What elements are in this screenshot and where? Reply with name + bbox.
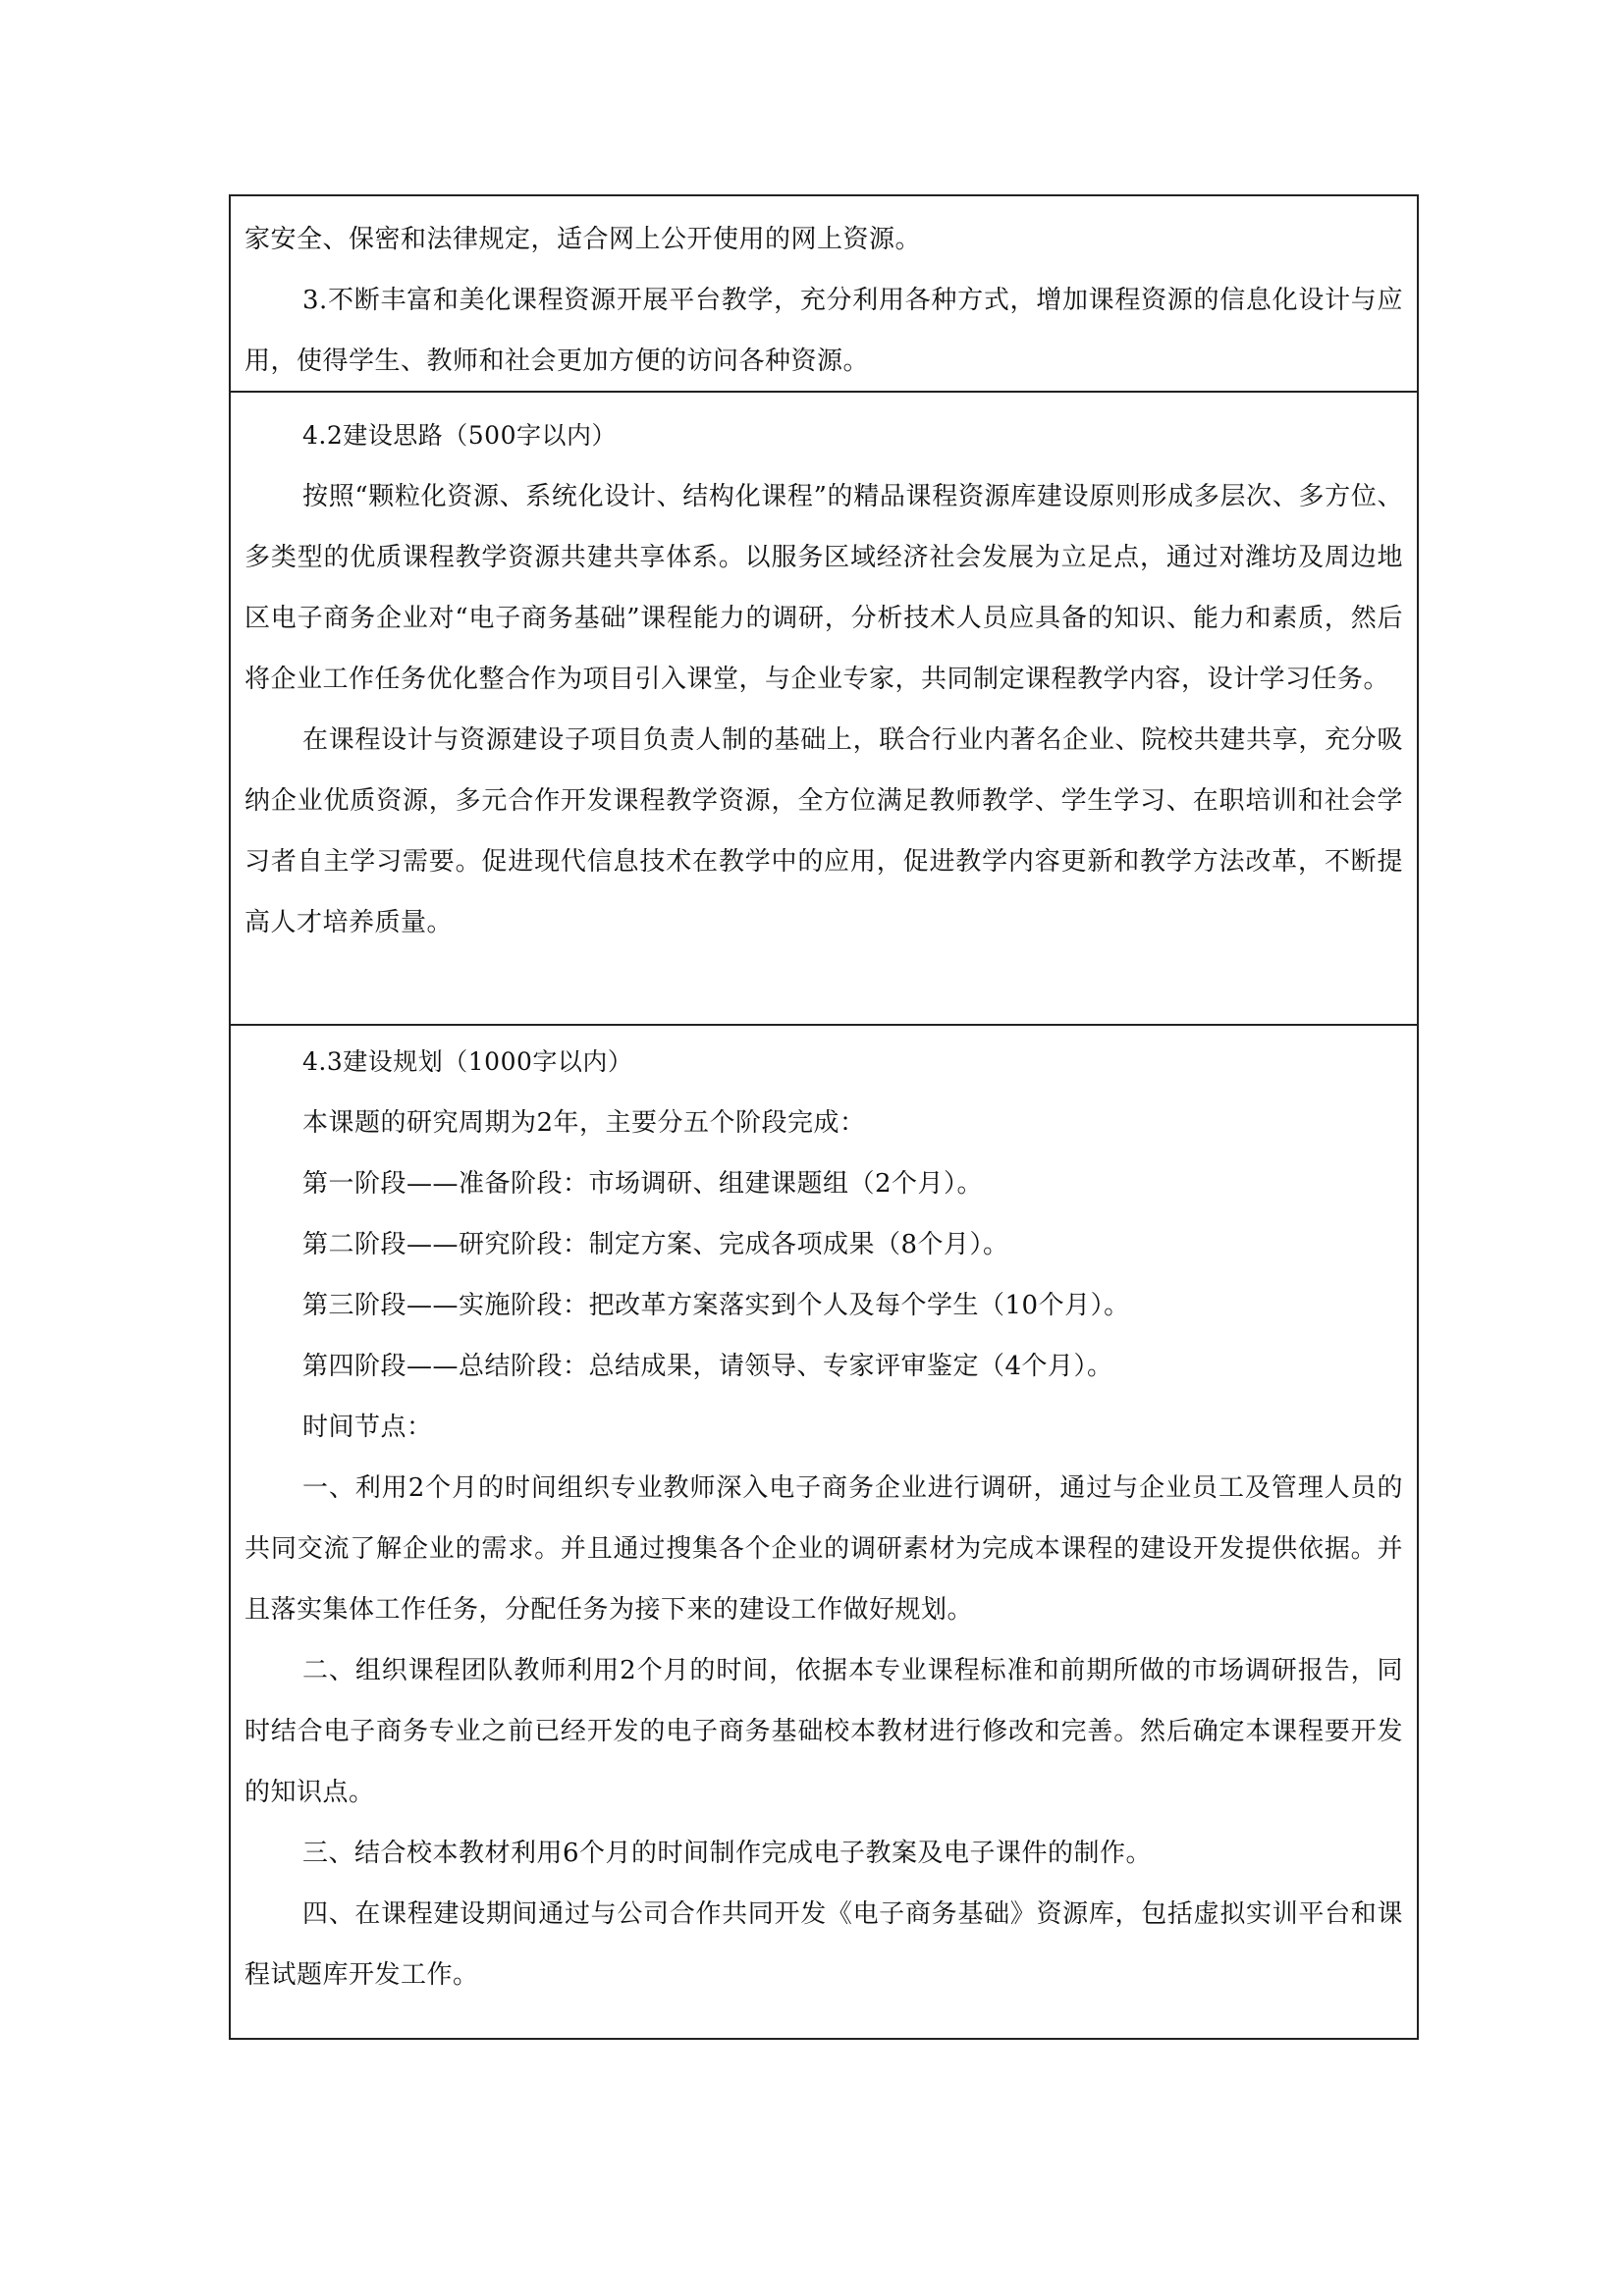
form-table [229, 194, 1419, 2040]
phase-item: 第四阶段——总结阶段：总结成果，请领导、专家评审鉴定（4个月）。 [302, 1352, 1113, 1381]
timeline-item: 四、在课程建设期间通过与公司合作共同开发《电子商务基础》资源库，包括虚拟实训平台和课程试题库开发工作。 [244, 1899, 1403, 1990]
phase-item: 第一阶段——准备阶段：市场调研、组建课题组（2个月）。 [302, 1169, 984, 1199]
timeline-item: 一、利用2个月的时间组织专业教师深入电子商务企业进行调研，通过与企业员工及管理人员的共同交流了解企业的需求。并且通过搜集各个企业的调研素材为完成本课程的建设开发提供依据。并且落实集体工作任务，分配任务为接下来的建设工作做好规划。 [244, 1473, 1403, 1625]
section-4-3-cell [231, 1026, 1417, 2038]
section-4-3-heading: 4.3建设规划（1000字以内） [302, 1047, 633, 1076]
section-4-2-cell [231, 393, 1417, 1026]
section-4-2-paragraph: 按照“颗粒化资源、系统化设计、结构化课程”的精品课程资源库建设原则形成多层次、多方位、多类型的优质课程教学资源共建共享体系。以服务区域经济社会发展为立足点，通过对潍坊及周边地区电子商务企业对“电子商务基础”课程能力的调研，分析技术人员应具备的知识、能力和素质，然后将企业工作任务优化整合作为项目引入课堂，与企业专家，共同制定课程教学内容，设计学习任务。 [244, 482, 1403, 694]
timeline-label: 时间节点： [302, 1413, 433, 1442]
section-4-2-paragraph: 在课程设计与资源建设子项目负责人制的基础上，联合行业内著名企业、院校共建共享，充分吸纳企业优质资源，多元合作开发课程教学资源，全方位满足教师教学、学生学习、在职培训和社会学习者自主学习需要。促进现代信息技术在教学中的应用，促进教学内容更新和教学方法改革，不断提高人才培养质量。 [244, 725, 1403, 937]
phase-item: 第二阶段——研究阶段：制定方案、完成各项成果（8个月）。 [302, 1230, 1009, 1259]
phase-item: 第三阶段——实施阶段：把改革方案落实到个人及每个学生（10个月）。 [302, 1291, 1130, 1320]
timeline-item: 三、结合校本教材利用6个月的时间制作完成电子教案及电子课件的制作。 [302, 1839, 1153, 1868]
item-3-text: 3.不断丰富和美化课程资源开展平台教学，充分利用各种方式，增加课程资源的信息化设计与应用，使得学生、教师和社会更加方便的访问各种资源。 [244, 286, 1403, 376]
section-4-2-heading: 4.2建设思路（500字以内） [302, 421, 617, 450]
section-prev-cell [231, 196, 1417, 393]
timeline-item: 二、组织课程团队教师利用2个月的时间，依据本专业课程标准和前期所做的市场调研报告，同时结合电子商务专业之前已经开发的电子商务基础校本教材进行修改和完善。然后确定本课程要开发的知识点。 [244, 1656, 1403, 1807]
continuation-text: 家安全、保密和法律规定，适合网上公开使用的网上资源。 [244, 225, 922, 254]
section-4-3-intro: 本课题的研究周期为2年，主要分五个阶段完成： [302, 1108, 866, 1138]
